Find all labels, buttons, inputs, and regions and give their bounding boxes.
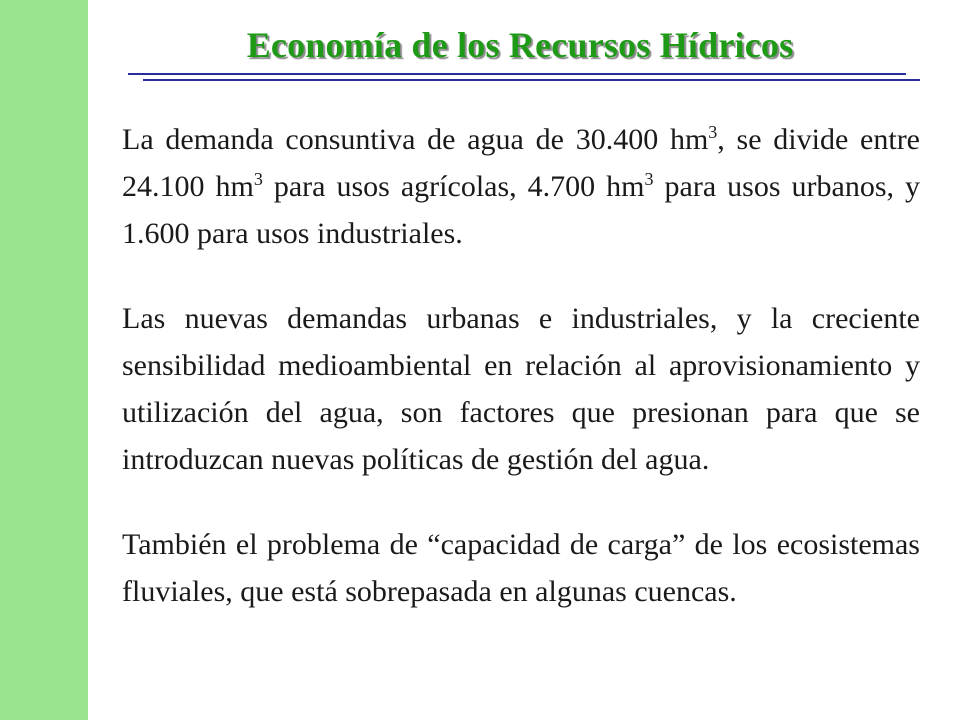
paragraph-1-text-c: para usos agrícolas, 4.700 hm [262,170,645,203]
slide-body [122,116,920,653]
title-underline-top [128,73,906,75]
paragraph-1-text-d: para usos urbanos, y 1.600 para usos industriales. [122,170,921,250]
superscript-3: 3 [253,169,263,189]
superscript-3: 3 [644,169,654,189]
paragraph-1-text-b: , se divide entre 24.100 hm [122,123,920,203]
paragraph-carrying-capacity: También el problema de “capacidad de carga” de los ecosistemas fluviales, que está sobrepasada en algunas cuencas. [122,528,920,608]
title-underline-bottom [143,79,920,81]
paragraph-1-text-a: La demanda consuntiva de agua de 30.400 hm [122,123,709,156]
paragraph-new-demands: Las nuevas demandas urbanas e industriales, y la creciente sensibilidad medioambiental en relación al aprovisionamiento y utilización del agua, son factores que presionan para que se introduzcan nuevas políticas de gestión del agua. [122,302,920,476]
left-accent-bar [0,0,88,720]
slide-title: Economía de los Recursos Hídricos [246,25,794,65]
superscript-3: 3 [708,122,718,142]
paragraph-water-demand [122,116,920,257]
